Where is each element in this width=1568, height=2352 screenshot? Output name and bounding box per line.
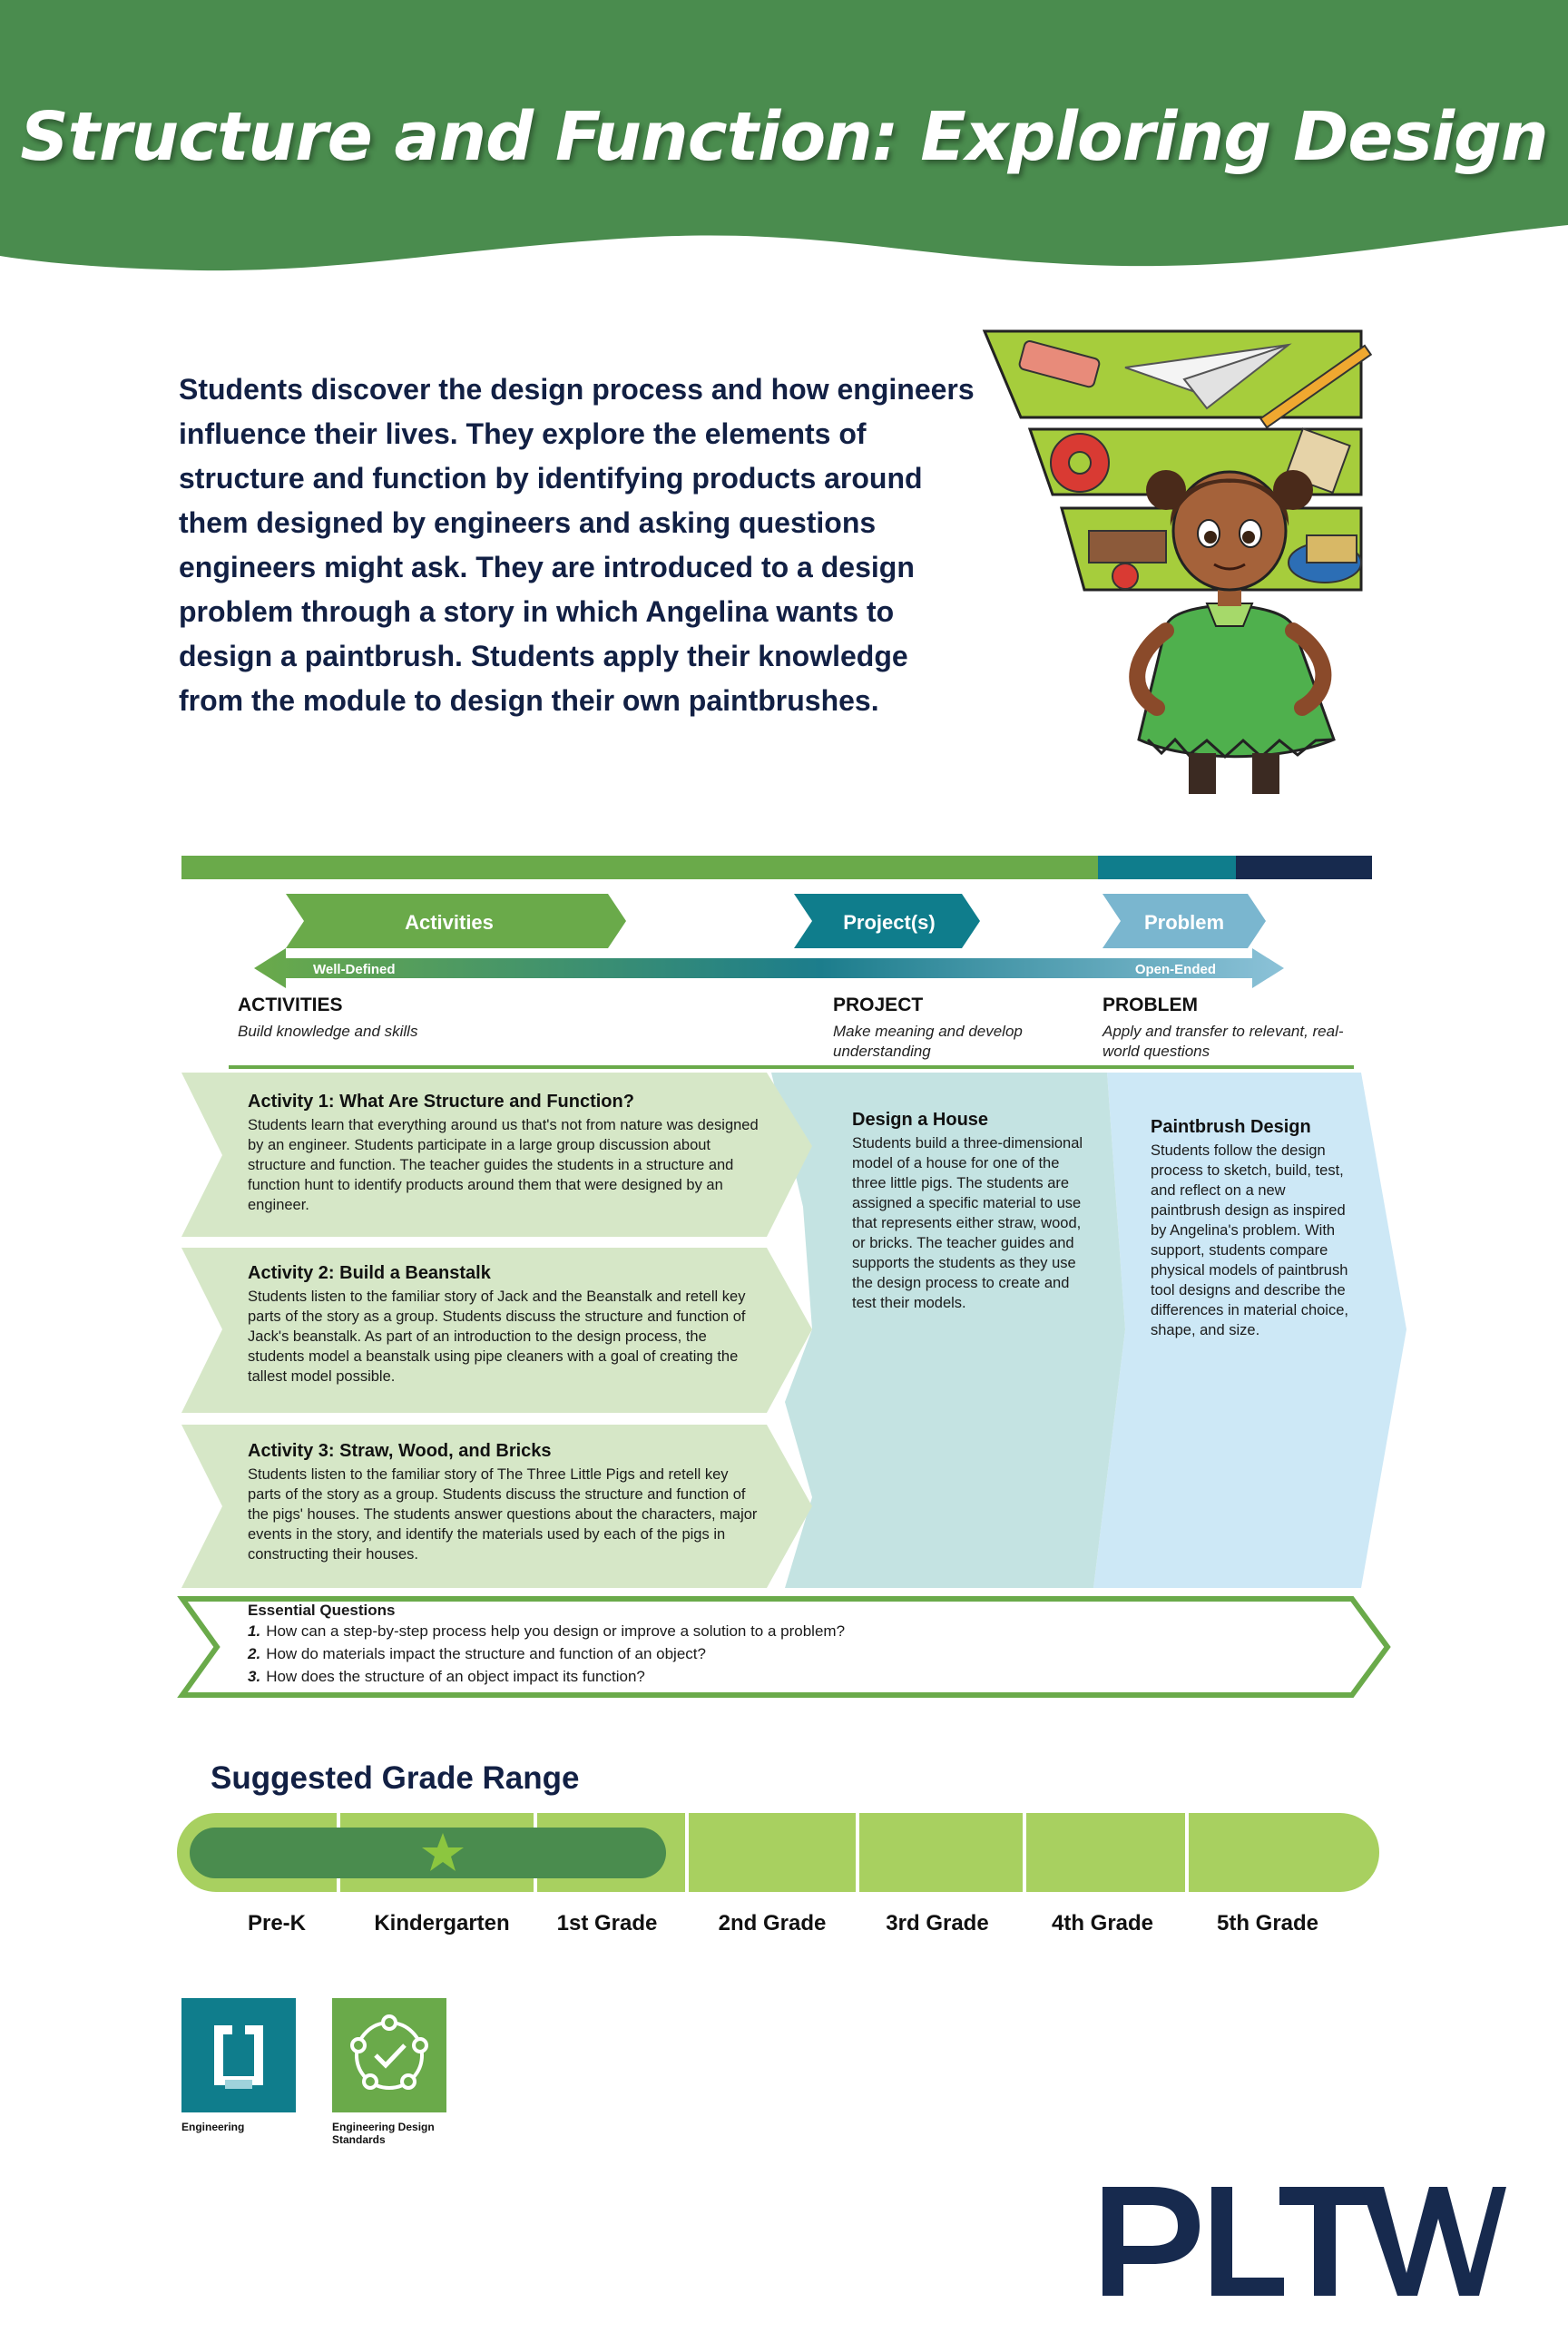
question-item (248, 1665, 1337, 1688)
problem-card (1151, 1117, 1350, 1340)
problem-title: Paintbrush Design (1151, 1117, 1311, 1137)
column-subtitle: Make meaning and develop understanding (833, 1023, 1023, 1060)
spectrum-right-label: Open-Ended (1134, 962, 1216, 977)
question-text: How can a step-by-step process help you design or improve a solution to a problem? (266, 1622, 846, 1640)
grade-label-5th: 5th Grade (1216, 1911, 1319, 1936)
question-text: How does the structure of an object impact its function? (266, 1668, 645, 1685)
essential-questions (248, 1602, 1337, 1688)
chevron-project-label: Project(s) (843, 911, 936, 934)
badge-engineering (181, 1998, 296, 2133)
grade-label-prek: Pre-K (247, 1911, 307, 1936)
column-heading: PROBLEM (1102, 995, 1198, 1015)
activity-title: Activity 2: Build a Beanstalk (248, 1263, 491, 1283)
question-text: How do materials impact the structure and function of an object? (266, 1645, 706, 1662)
engineering-icon (181, 1998, 296, 2112)
progression-color-band (181, 856, 1372, 879)
grade-label-kindergarten: Kindergarten (374, 1911, 510, 1936)
activity-card-2 (248, 1263, 765, 1387)
intro-paragraph: Students discover the design process and how engineers influence their lives. They explore the elements of structure and function by identifying products around them designed by engineers and asking questions engineers might ask. They are introduced to a design problem through a story in which Angelina wants to design a paintbrush. Students apply their knowledge from the module to design their own paintbrushes. (179, 373, 975, 717)
chevron-project (794, 894, 980, 948)
question-item (248, 1642, 1337, 1665)
question-number: 1. (248, 1622, 261, 1640)
question-number: 2. (248, 1645, 261, 1662)
column-activities (238, 995, 691, 1042)
design-cycle-icon (332, 1998, 446, 2112)
grade-range-heading: Suggested Grade Range (211, 1760, 580, 1796)
project-title: Design a House (852, 1110, 989, 1130)
badge-label: Engineering Design Standards (332, 2121, 435, 2146)
activity-title: Activity 3: Straw, Wood, and Bricks (248, 1441, 552, 1461)
column-subtitle: Apply and transfer to relevant, real-world questions (1102, 1023, 1344, 1060)
grade-label-2nd: 2nd Grade (718, 1911, 827, 1936)
column-subtitle: Build knowledge and skills (238, 1023, 418, 1040)
activity-body: Students learn that everything around us that's not from nature was designed by an engineer. Students participate in a large group discussion about structure and function. The teacher guides the students in a structure and function hunt to identify products around them that were designed by an engineer. (248, 1117, 759, 1213)
chevron-activities (286, 894, 626, 948)
activity-card-1 (248, 1092, 765, 1215)
grade-label-1st: 1st Grade (556, 1911, 658, 1936)
question-number: 3. (248, 1668, 261, 1685)
pltw-logo (1098, 2182, 1506, 2300)
project-body: Students build a three-dimensional model of a house for one of the three little pigs. The students are assigned a specific material to use that represents either straw, wood, or bricks. The teacher guides and supports the students as they use the design process to create and test their models. (852, 1135, 1083, 1311)
chevron-problem (1102, 894, 1266, 948)
grade-label-3rd: 3rd Grade (886, 1911, 989, 1936)
badge-label: Engineering (181, 2121, 245, 2133)
question-item (248, 1620, 1337, 1642)
activity-card-3 (248, 1441, 765, 1564)
problem-body: Students follow the design process to sketch, build, test, and reflect on a new paintbrush design as inspired by Angelina's problem. With support, students compare physical models of paintbrush tool designs and describe the differences in material choice, shape, and size. (1151, 1142, 1348, 1338)
column-heading: PROJECT (833, 995, 924, 1015)
column-heading: ACTIVITIES (238, 995, 343, 1015)
activity-body: Students listen to the familiar story of The Three Little Pigs and retell key parts of the story as a group. Students discuss the structure and function of the pigs' houses. The students answer questions about the characters, major events in the story, and identify the materials used by each of the pigs in constructing their houses. (248, 1466, 758, 1563)
spectrum-arrow (254, 948, 1284, 988)
spectrum-left-label: Well-Defined (313, 962, 396, 977)
column-problem (1102, 995, 1348, 1062)
page-title: Structure and Function: Exploring Design (20, 98, 1548, 176)
essential-questions-title: Essential Questions (248, 1602, 396, 1619)
project-card (852, 1110, 1083, 1313)
badge-design-standards (332, 1998, 446, 2146)
activity-title: Activity 1: What Are Structure and Function? (248, 1092, 634, 1112)
angelina-illustration (980, 327, 1470, 799)
chevron-activities-label: Activities (405, 911, 494, 934)
grade-label-4th: 4th Grade (1051, 1911, 1154, 1936)
grade-range-bar (177, 1813, 1379, 1892)
activity-body: Students listen to the familiar story of Jack and the Beanstalk and retell key parts of the story as a group. Students discuss the structure and function of Jack's beanstalk. As part of an introduction to the design process, the students model a beanstalk using pipe cleaners with a goal of creating the tallest model possible. (248, 1289, 746, 1385)
heading-divider (229, 1065, 1354, 1069)
progression-chevrons (254, 889, 1298, 989)
chevron-problem-label: Problem (1143, 911, 1225, 934)
column-project (833, 995, 1069, 1062)
